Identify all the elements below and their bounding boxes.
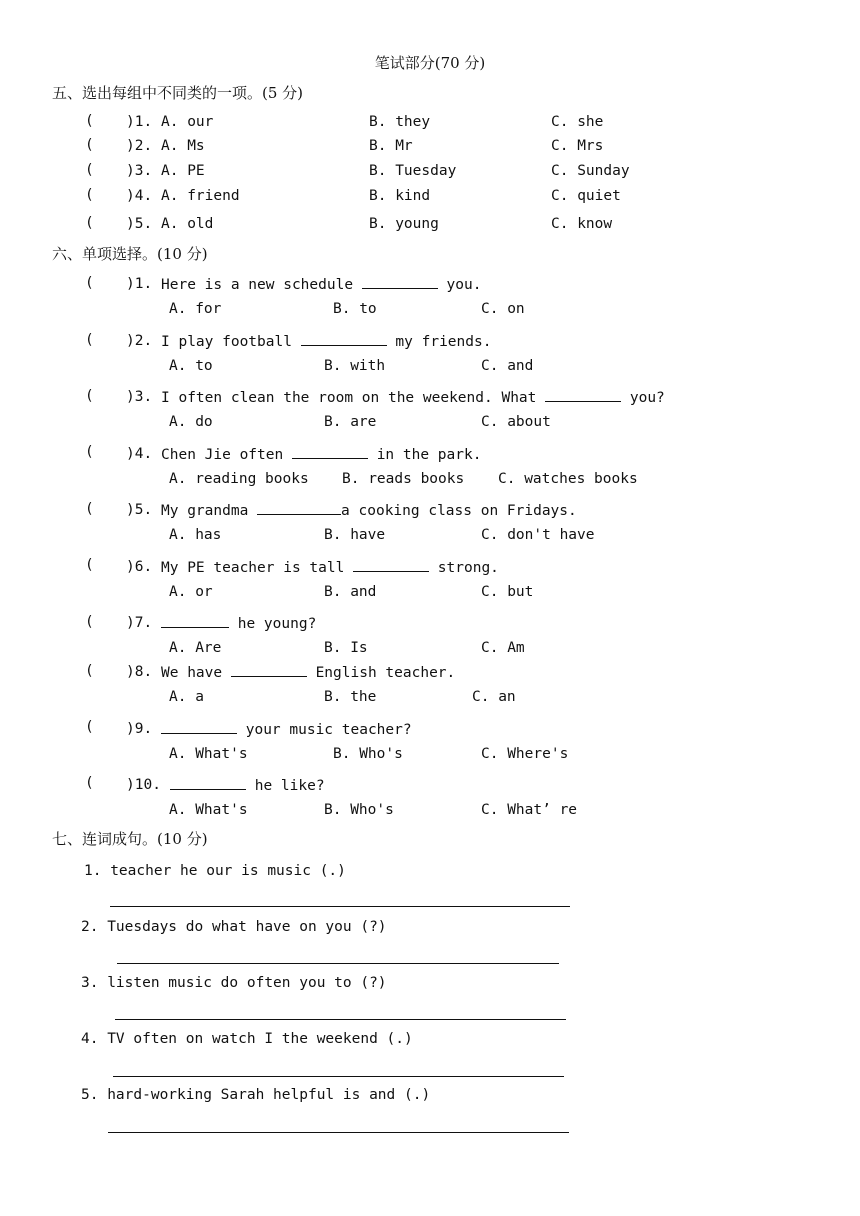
option-a: A. a [169, 689, 204, 705]
option-b: B. young [369, 216, 439, 232]
option-c: C. quiet [551, 188, 621, 204]
option-a: A. to [169, 358, 213, 374]
answer-paren: ( [85, 162, 94, 178]
word-scramble-prompt: 4. TV often on watch I the weekend (.) [81, 1031, 413, 1047]
option-a: A. Ms [161, 138, 205, 154]
option-b: B. are [324, 414, 377, 430]
option-b: B. the [324, 689, 377, 705]
option-b: B. and [324, 584, 377, 600]
option-b: B. Mr [369, 138, 413, 154]
section-5-heading: 五、选出每组中不同类的一项。(5 分) [52, 84, 304, 102]
answer-blank [292, 444, 368, 459]
option-b: B. Tuesday [369, 163, 457, 179]
option-c: C. about [481, 414, 551, 430]
answer-blank [170, 775, 246, 790]
question-text: your music teacher? [161, 719, 412, 740]
question-text: My grandma a cooking class on Fridays. [161, 500, 577, 521]
answer-paren: ( [85, 663, 94, 679]
question-text: he like? [170, 775, 325, 796]
answer-blank [353, 557, 429, 572]
option-a: A. old [161, 216, 214, 232]
option-c: C. she [551, 114, 604, 130]
question-number: )2. [126, 138, 153, 154]
answer-paren: ( [85, 775, 94, 791]
question-text: We have English teacher. [161, 662, 455, 683]
question-number: )2. [126, 333, 153, 349]
answer-paren: ( [85, 215, 94, 231]
option-b: B. with [324, 358, 386, 374]
answer-blank [362, 274, 438, 289]
answer-line [113, 1076, 564, 1077]
question-number: )9. [126, 721, 153, 737]
option-c: C. know [551, 216, 613, 232]
question-text: I often clean the room on the weekend. What you? [161, 387, 665, 408]
question-number: )7. [126, 615, 153, 631]
option-b: B. reads books [342, 471, 465, 487]
option-b: B. Who's [324, 802, 394, 818]
option-a: A. do [169, 414, 213, 430]
question-text: I play football my friends. [161, 331, 491, 352]
option-b: B. Is [324, 640, 368, 656]
option-a: A. Are [169, 640, 222, 656]
word-scramble-prompt: 3. listen music do often you to (?) [81, 975, 387, 991]
answer-blank [301, 331, 387, 346]
option-b: B. kind [369, 188, 431, 204]
option-b: B. to [333, 301, 377, 317]
question-number: )4. [126, 446, 153, 462]
option-a: A. reading books [169, 471, 309, 487]
option-b: B. they [369, 114, 431, 130]
answer-blank [257, 500, 341, 515]
option-a: A. What's [169, 802, 248, 818]
option-c: C. Mrs [551, 138, 604, 154]
page-title: 笔试部分(70 分) [374, 54, 486, 72]
answer-paren: ( [85, 501, 94, 517]
answer-line [110, 906, 570, 907]
section-6-heading: 六、单项选择。(10 分) [52, 245, 208, 263]
answer-paren: ( [85, 113, 94, 129]
option-c: C. on [481, 301, 525, 317]
answer-paren: ( [85, 332, 94, 348]
option-b: B. have [324, 527, 386, 543]
question-number: )4. [126, 188, 153, 204]
answer-paren: ( [85, 275, 94, 291]
question-number: )5. [126, 216, 153, 232]
answer-paren: ( [85, 137, 94, 153]
option-a: A. for [169, 301, 222, 317]
option-a: A. friend [161, 188, 240, 204]
option-a: A. PE [161, 163, 205, 179]
answer-line [115, 1019, 566, 1020]
option-b: B. Who's [333, 746, 403, 762]
option-c: C. What’ re [481, 802, 578, 818]
answer-blank [231, 662, 307, 677]
answer-paren: ( [85, 388, 94, 404]
question-text: My PE teacher is tall strong. [161, 557, 499, 578]
option-c: C. don't have [481, 527, 595, 543]
option-a: A. has [169, 527, 222, 543]
question-text: Chen Jie often in the park. [161, 444, 481, 465]
question-number: )1. [126, 114, 153, 130]
question-number: )5. [126, 502, 153, 518]
option-c: C. but [481, 584, 534, 600]
word-scramble-prompt: 2. Tuesdays do what have on you (?) [81, 919, 387, 935]
question-number: )1. [126, 276, 153, 292]
option-c: C. watches books [498, 471, 638, 487]
question-number: )6. [126, 559, 153, 575]
answer-blank [161, 719, 237, 734]
option-a: A. or [169, 584, 213, 600]
section-7-heading: 七、连词成句。(10 分) [52, 830, 208, 848]
question-number: )8. [126, 664, 153, 680]
question-text: Here is a new schedule you. [161, 274, 481, 295]
option-c: C. an [472, 689, 516, 705]
answer-paren: ( [85, 187, 94, 203]
answer-blank [545, 387, 621, 402]
question-number: )3. [126, 163, 153, 179]
answer-blank [161, 613, 229, 628]
word-scramble-prompt: 1. teacher he our is music (.) [84, 863, 346, 879]
word-scramble-prompt: 5. hard-working Sarah helpful is and (.) [81, 1087, 431, 1103]
question-text: he young? [161, 613, 316, 634]
question-number: )10. [126, 777, 161, 793]
option-c: C. and [481, 358, 534, 374]
option-c: C. Am [481, 640, 525, 656]
answer-line [117, 963, 559, 964]
option-a: A. What's [169, 746, 248, 762]
option-c: C. Where's [481, 746, 569, 762]
answer-paren: ( [85, 719, 94, 735]
answer-line [108, 1132, 569, 1133]
option-a: A. our [161, 114, 214, 130]
answer-paren: ( [85, 614, 94, 630]
question-number: )3. [126, 389, 153, 405]
answer-paren: ( [85, 444, 94, 460]
answer-paren: ( [85, 557, 94, 573]
option-c: C. Sunday [551, 163, 630, 179]
